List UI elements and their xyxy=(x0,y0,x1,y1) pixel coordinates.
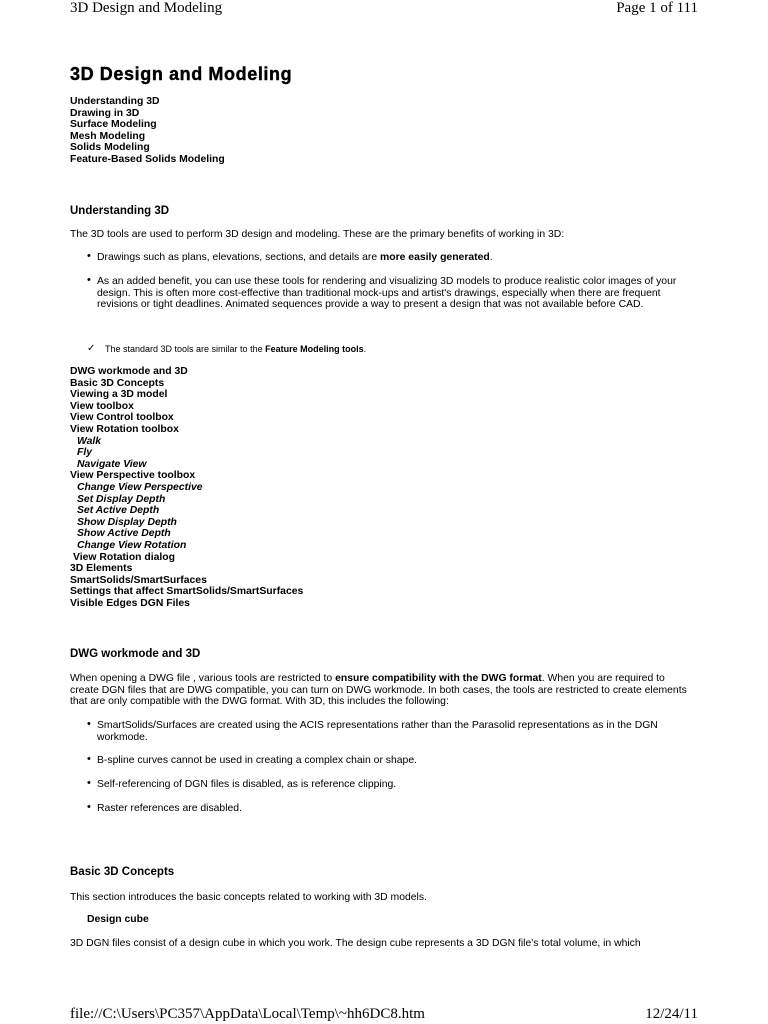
header-title: 3D Design and Modeling xyxy=(70,0,223,16)
toc-link[interactable]: Set Active Depth xyxy=(77,505,160,517)
toc-link[interactable]: Basic 3D Concepts xyxy=(70,377,165,389)
toc-link[interactable]: Surface Modeling xyxy=(70,119,157,131)
toc-link[interactable]: Set Display Depth xyxy=(77,493,166,505)
toc-link[interactable]: Show Display Depth xyxy=(77,516,177,528)
list-item xyxy=(70,803,695,815)
paragraph: 3D DGN files consist of a design cube in which you work. The design cube represents a 3D DGN file's total volume, in which xyxy=(70,938,641,949)
text: SmartSolids/Surfaces are created using the ACIS representations rather than the Parasolid representations as in the DGN workmode. xyxy=(97,720,658,743)
toc-link[interactable]: SmartSolids/SmartSurfaces xyxy=(70,574,207,586)
list-item xyxy=(70,779,695,791)
toc-link[interactable]: 3D Elements xyxy=(70,563,133,575)
toc-link[interactable]: View Perspective toolbox xyxy=(70,470,196,482)
section-heading-dwg: DWG workmode and 3D xyxy=(70,648,201,660)
text: B-spline curves cannot be used in creating a complex chain or shape. xyxy=(97,755,417,766)
footer-file-path: file://C:\Users\PC357\AppData\Local\Temp\~hh6DC8.htm xyxy=(70,1006,425,1022)
bullet-icon: • xyxy=(87,777,91,789)
bullet-icon: • xyxy=(87,250,91,262)
toc-link[interactable]: Change View Perspective xyxy=(77,481,203,493)
toc-link[interactable]: Show Active Depth xyxy=(77,528,171,540)
footer-date: 12/24/11 xyxy=(645,1006,698,1022)
bullet-icon: • xyxy=(87,274,91,286)
page-header xyxy=(70,0,698,17)
page-footer xyxy=(70,1006,698,1023)
list-item xyxy=(70,276,695,311)
subheading-design-cube: Design cube xyxy=(87,914,149,925)
text: The standard 3D tools are similar to the xyxy=(105,344,266,354)
toc-link[interactable]: Feature-Based Solids Modeling xyxy=(70,153,225,165)
paragraph: The 3D tools are used to perform 3D design and modeling. These are the primary benefits of working in 3D: xyxy=(70,229,565,240)
text: Self-referencing of DGN files is disabled, as is reference clipping. xyxy=(97,779,397,790)
toc-link[interactable]: Navigate View xyxy=(77,458,147,470)
list-item xyxy=(70,755,695,767)
paragraph xyxy=(70,673,695,708)
toc-link[interactable]: Settings that affect SmartSolids/SmartSurfaces xyxy=(70,586,304,598)
bullet-icon: • xyxy=(87,753,91,765)
toc-link[interactable]: View Rotation toolbox xyxy=(70,423,179,435)
toc-link[interactable]: Fly xyxy=(77,447,93,459)
toc-link[interactable]: Viewing a 3D model xyxy=(70,389,168,401)
text: Drawings such as plans, elevations, sections, and details are xyxy=(97,252,381,263)
bold-text: ensure compatibility with the DWG format xyxy=(335,673,542,684)
bullet-icon: • xyxy=(87,718,91,730)
toc-link[interactable]: View toolbox xyxy=(70,400,134,412)
text: Raster references are disabled. xyxy=(97,803,242,814)
toc-link[interactable]: Solids Modeling xyxy=(70,142,150,154)
text: When opening a DWG file , various tools are restricted to xyxy=(70,673,336,684)
toc-link[interactable]: View Rotation dialog xyxy=(73,551,175,563)
bullet-icon: • xyxy=(87,801,91,813)
toc-link[interactable]: Visible Edges DGN Files xyxy=(70,597,190,609)
toc-link[interactable]: DWG workmode and 3D xyxy=(70,366,188,377)
toc-link[interactable]: View Control toolbox xyxy=(70,412,174,424)
bold-text: more easily generated xyxy=(380,252,490,263)
list-item xyxy=(70,720,695,743)
toc-link[interactable]: Drawing in 3D xyxy=(70,107,140,119)
toc-link[interactable]: Understanding 3D xyxy=(70,96,160,107)
section-heading-understanding: Understanding 3D xyxy=(70,205,170,217)
toc-link[interactable]: Walk xyxy=(77,435,102,447)
checkmark-icon: ✓ xyxy=(87,343,96,354)
text: . xyxy=(363,344,367,354)
link[interactable]: Feature Modeling tools xyxy=(265,344,364,354)
paragraph: This section introduces the basic concepts related to working with 3D models. xyxy=(70,892,427,903)
note xyxy=(87,344,366,354)
text: . xyxy=(489,252,493,263)
header-page-number: Page 1 of 111 xyxy=(616,0,698,16)
page-title: 3D Design and Modeling xyxy=(70,64,293,84)
toc-sections xyxy=(70,366,303,609)
text: . When you are required to create DGN files that are DWG compatible, you can turn on DWG workmode. In both cases, the tools are restricted to create elements that are only compatible with the DWG format. With 3D, this includes the following: xyxy=(70,673,687,708)
section-heading-basic: Basic 3D Concepts xyxy=(70,866,175,878)
toc-link[interactable]: Mesh Modeling xyxy=(70,130,146,142)
text: As an added benefit, you can use these tools for rendering and visualizing 3D models to produce realistic color images of your design. This is often more cost-effective than traditional mock-ups and artist's drawings, especially when there are frequent revisions or tight deadlines. Animated sequences provide a way to present a design that was not available before CAD. xyxy=(97,276,677,311)
toc-link[interactable]: Change View Rotation xyxy=(77,539,187,551)
list-item xyxy=(70,252,695,264)
toc-main xyxy=(70,96,225,166)
